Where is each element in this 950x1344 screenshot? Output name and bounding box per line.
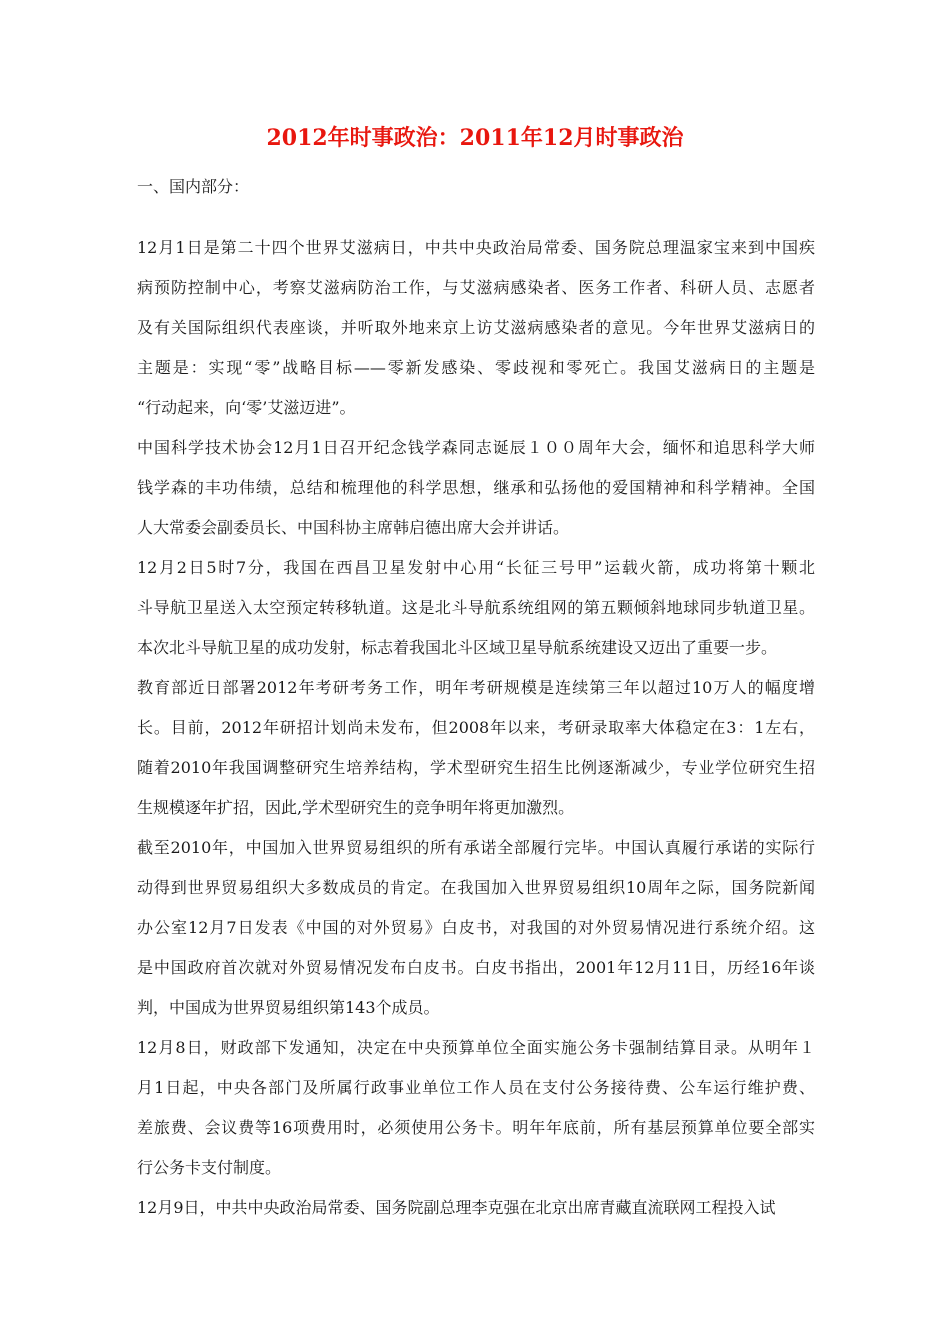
paragraph-line: 主题是：实现“零”战略目标——零新发感染、零歧视和零死亡。我国艾滋病日的主题是 [137,358,815,377]
paragraph-line: 钱学森的丰功伟绩，总结和梳理他的科学思想，继承和弘扬他的爱国精神和科学精神。全国 [137,478,815,497]
paragraph [137,1028,815,1188]
paragraph-line: 病预防控制中心，考察艾滋病防治工作，与艾滋病感染者、医务工作者、科研人员、志愿者 [137,278,815,297]
paragraph-line: 中国科学技术协会12月1日召开纪念钱学森同志诞辰１００周年大会，缅怀和追思科学大师 [137,438,815,457]
paragraph-line: 12月1日是第二十四个世界艾滋病日，中共中央政治局常委、国务院总理温家宝来到中国疾 [137,238,815,257]
paragraph-line: 12月9日，中共中央政治局常委、国务院副总理李克强在北京出席青藏直流联网工程投入试 [137,1198,776,1217]
paragraph-line: 截至2010年，中国加入世界贸易组织的所有承诺全部履行完毕。中国认真履行承诺的实际行 [137,838,815,857]
paragraph-line: 人大常委会副委员长、中国科协主席韩启德出席大会并讲话。 [137,518,570,537]
paragraph-line: 是中国政府首次就对外贸易情况发布白皮书。白皮书指出，2001年12月11日，历经16年谈 [137,958,815,977]
paragraph [137,228,815,428]
paragraph-line: 教育部近日部署2012年考研考务工作，明年考研规模是连续第三年以超过10万人的幅度增 [137,678,815,697]
paragraph-line: 本次北斗导航卫星的成功发射，标志着我国北斗区域卫星导航系统建设又迈出了重要一步。 [137,638,778,657]
paragraph-line: 行公务卡支付制度。 [137,1158,282,1177]
paragraph-line: 12月2日5时7分，我国在西昌卫星发射中心用“长征三号甲”运载火箭，成功将第十颗北 [137,558,815,577]
paragraph-line: 斗导航卫星送入太空预定转移轨道。这是北斗导航系统组网的第五颗倾斜地球同步轨道卫星。 [137,598,815,617]
paragraph-line: 办公室12月7日发表《中国的对外贸易》白皮书，对我国的对外贸易情况进行系统介绍。这 [137,918,815,937]
paragraph-line: 生规模逐年扩招，因此,学术型研究生的竞争明年将更加激烈。 [137,798,575,817]
paragraph-line: 长。目前，2012年研招计划尚未发布，但2008年以来，考研录取率大体稳定在3：1左右， [137,718,815,737]
paragraph-line: 差旅费、会议费等16项费用时，必须使用公务卡。明年年底前，所有基层预算单位要全部实 [137,1118,815,1137]
document-body [137,228,815,1228]
paragraph-line: 12月8日，财政部下发通知，决定在中央预算单位全面实施公务卡强制结算目录。从明年１ [137,1038,815,1057]
paragraph [137,828,815,1028]
section-heading: 一、国内部分： [137,177,250,196]
paragraph-line: 动得到世界贸易组织大多数成员的肯定。在我国加入世界贸易组织10周年之际，国务院新闻 [137,878,815,897]
paragraph-line: “行动起来，向‘零’艾滋迈进”。 [137,398,356,417]
document-title: 2012年时事政治：2011年12月时事政治 [266,125,684,151]
paragraph [137,668,815,828]
paragraph-line: 判，中国成为世界贸易组织第143个成员。 [137,998,440,1017]
paragraph [137,428,815,548]
paragraph-line: 随着2010年我国调整研究生培养结构，学术型研究生招生比例逐渐减少，专业学位研究生招 [137,758,815,777]
paragraph [137,1188,815,1228]
paragraph [137,548,815,668]
paragraph-line: 月1日起，中央各部门及所属行政事业单位工作人员在支付公务接待费、公车运行维护费、 [137,1078,815,1097]
paragraph-line: 及有关国际组织代表座谈，并听取外地来京上访艾滋病感染者的意见。今年世界艾滋病日的 [137,318,815,337]
